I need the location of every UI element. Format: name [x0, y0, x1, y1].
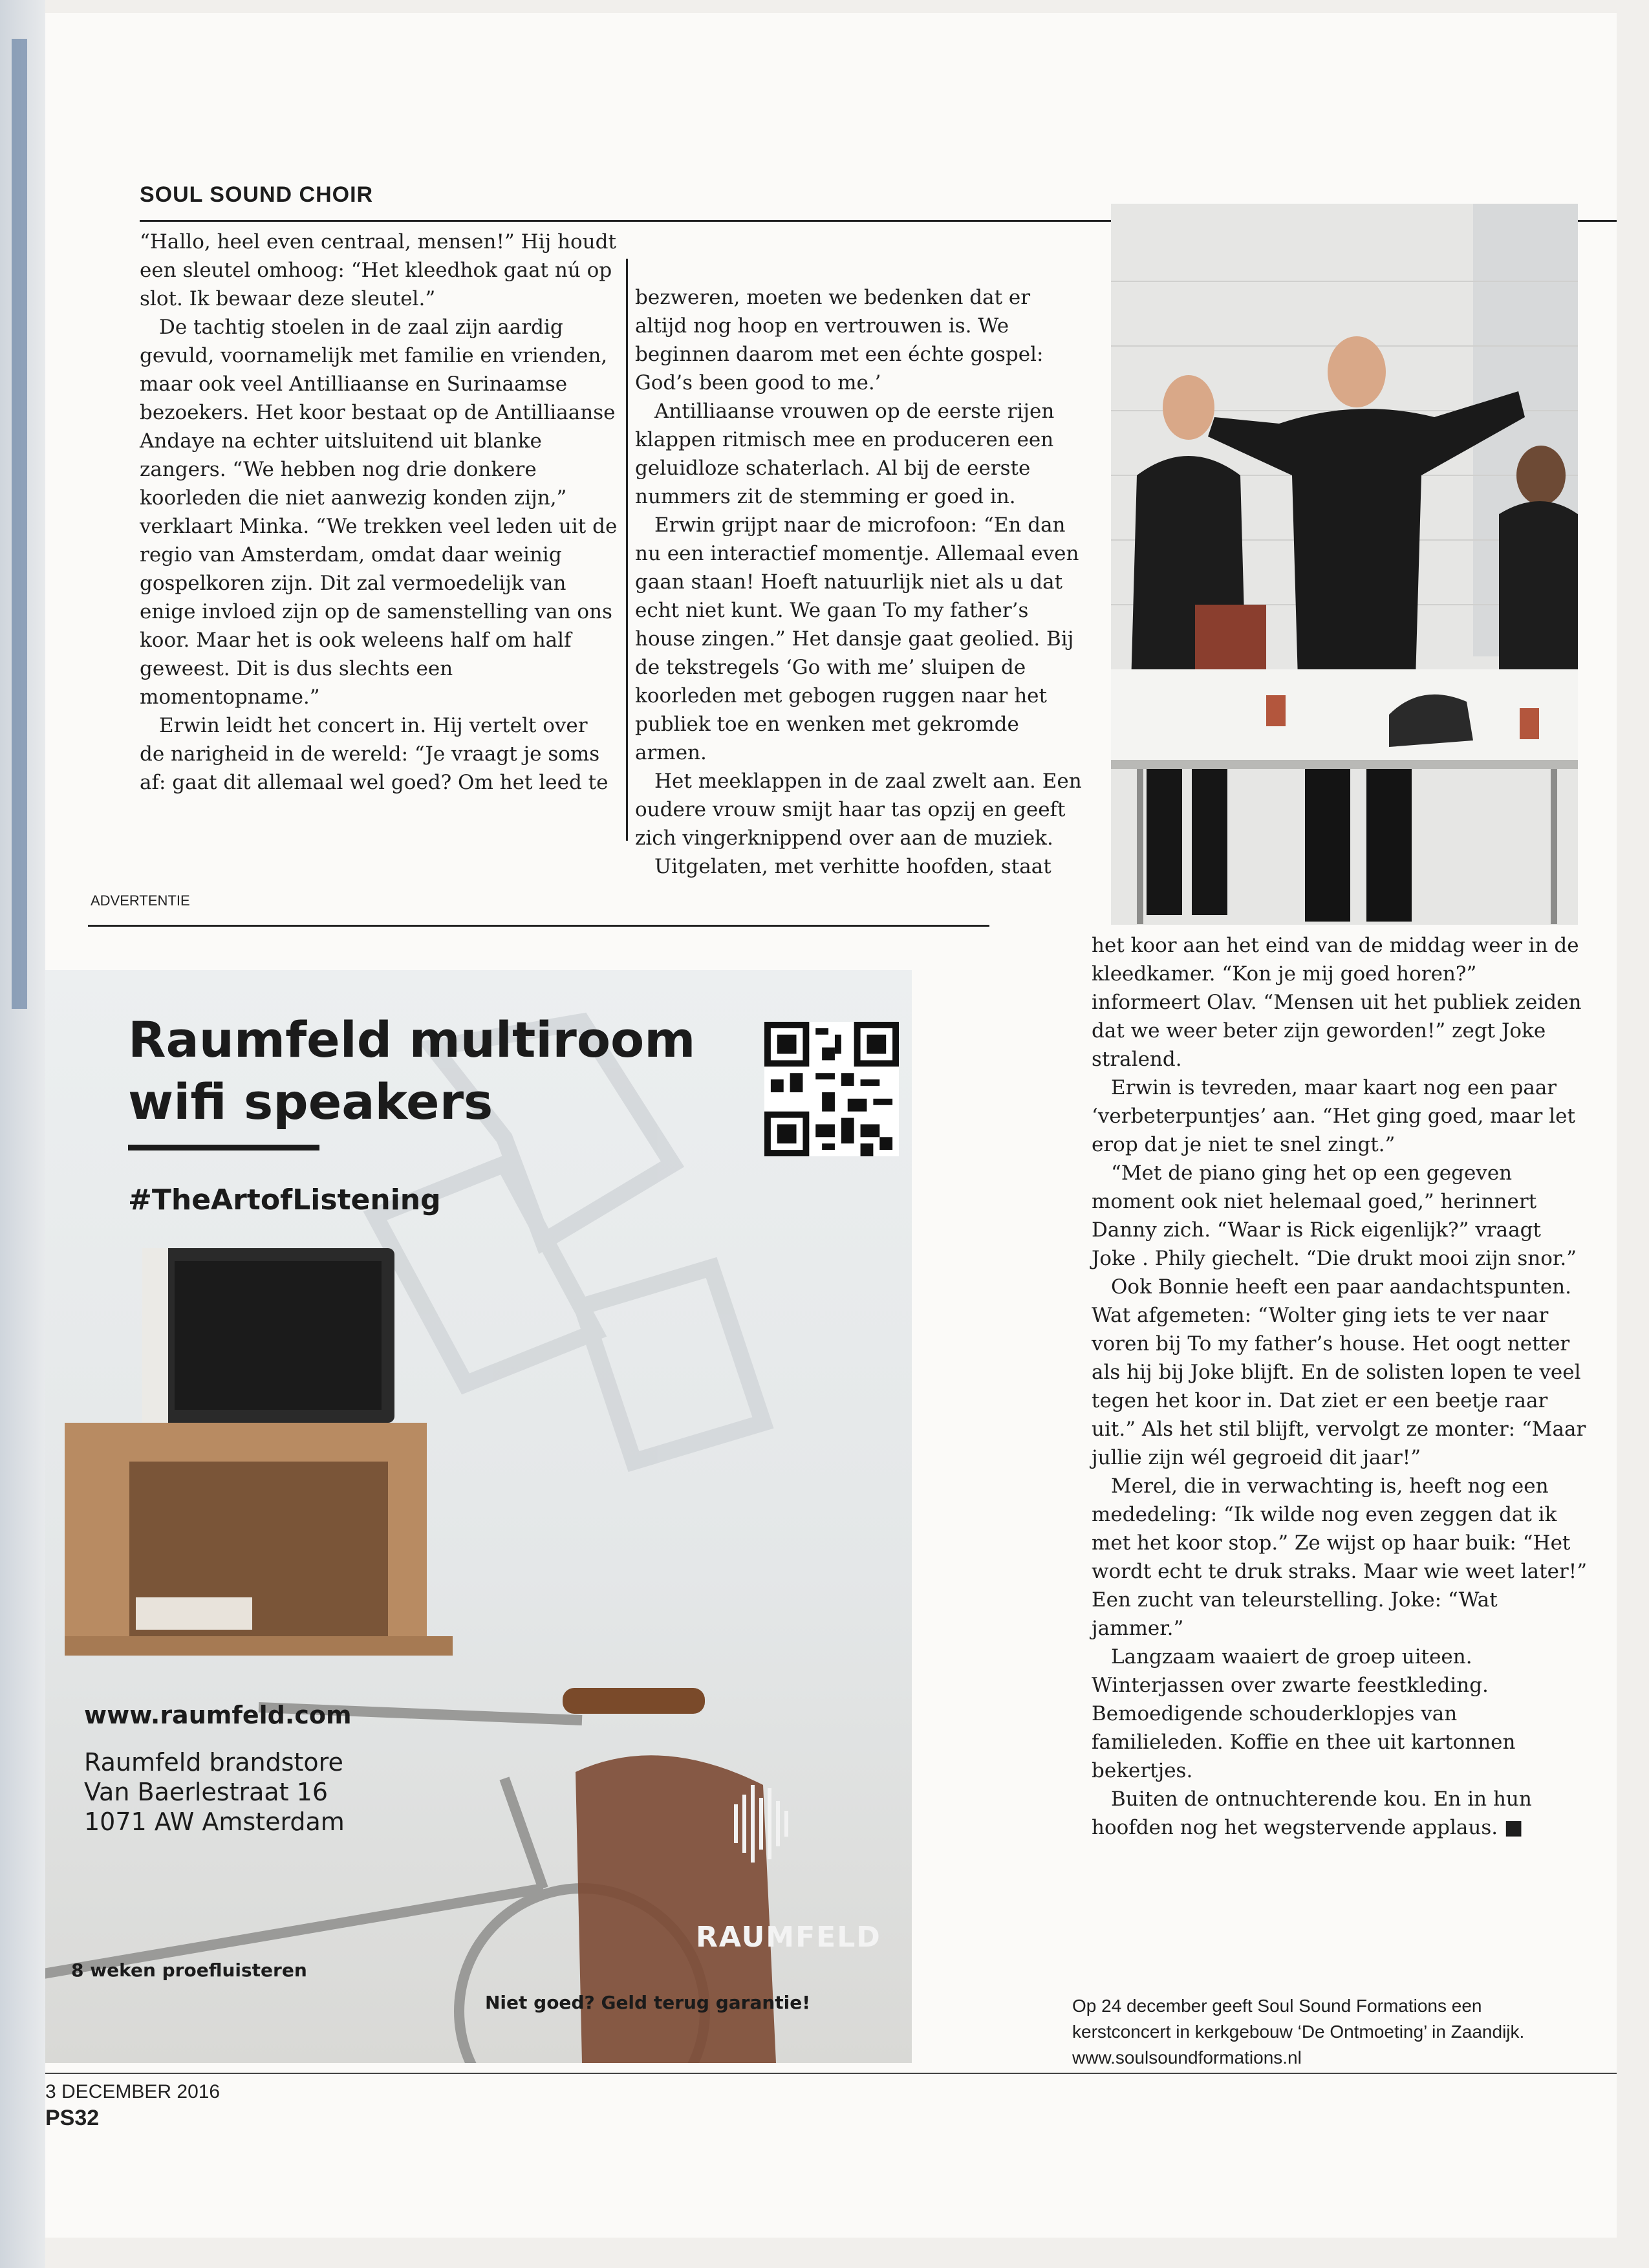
- paragraph: Uitgelaten, met verhitte hoofden, staat: [654, 855, 1051, 878]
- paragraph: Ook Bonnie heeft een paar aandachtspunten. Wat afgemeten: “Wolter ging iets te ver naar voren bij To my father’s house. Het oogt netter als hij bij Joke blijft. En de solisten lopen te veel tegen het koor in. Dat ziet er een beetje raar uit.” Als het stil blijft, vervolgt ze monter: “Maar jullie zijn wél gegroeid dit jaar!”: [1092, 1275, 1586, 1469]
- section-label: SOUL SOUND CHOIR: [140, 182, 374, 207]
- qr-code-graphic: [764, 1022, 899, 1156]
- qr-code-icon[interactable]: [764, 1022, 899, 1156]
- advert-website-link[interactable]: www.raumfeld.com: [84, 1701, 352, 1729]
- paragraph: het koor aan het eind van de middag weer in de kleedkamer. “Kon je mij goed horen?” informeert Olav. “Mensen uit het publiek zeiden dat we weer beter zijn geworden!” zegt Joke stralend.: [1092, 934, 1582, 1071]
- advert-hashtag: #TheArtofListening: [128, 1183, 441, 1216]
- paragraph: “Hallo, heel even centraal, mensen!” Hij houdt een sleutel omhoog: “Het kleedhok gaat nú op slot. Ik bewaar deze sleutel.”: [140, 230, 616, 310]
- advert-headline-line: wifi speakers: [128, 1073, 493, 1130]
- address-line: 1071 AW Amsterdam: [84, 1808, 345, 1836]
- address-line: Raumfeld brandstore: [84, 1748, 343, 1777]
- paragraph: Erwin grijpt naar de microfoon: “En dan nu een interactief momentje. Allemaal even gaan staan! Hoeft natuurlijk niet als u dat echt niet kunt. We gaan To my father’s house zingen.” Het dansje gaat geolied. Bij de tekstregels ‘Go with me’ sluipen de koorleden met gebogen ruggen naar het publiek toe en wenken met gekromde armen.: [635, 513, 1079, 764]
- raumfeld-logo: RAUMFELD: [696, 1921, 881, 1954]
- paragraph: Erwin is tevreden, maar kaart nog een paar ‘verbeterpuntjes’ aan. “Het ging goed, maar let erop dat je niet te snel zingt.”: [1092, 1076, 1575, 1156]
- footer-rule: [45, 2073, 1617, 2074]
- advert-label: ADVERTENTIE: [91, 892, 190, 909]
- advert-headline-line: Raumfeld multiroom: [128, 1011, 696, 1068]
- article-column-1: [140, 228, 618, 797]
- magazine-page: [45, 13, 1617, 2238]
- concert-footnote: Op 24 december geeft Soul Sound Formations een kerstconcert in kerkgebouw ‘De Ontmoeting’ in Zaandijk. www.soulsoundformations.nl: [1072, 1996, 1525, 2068]
- advert-rule: [88, 925, 989, 927]
- magazine-spine: [0, 0, 45, 2268]
- paragraph: “Met de piano ging het op een gegeven moment ook niet helemaal goed,” herinnert Danny zich. “Waar is Rick eigenlijk?” vraagt Joke . Phily giechelt. “Die drukt mooi zijn snor.”: [1092, 1161, 1577, 1270]
- address-line: Van Baerlestraat 16: [84, 1778, 329, 1806]
- page-number: PS32: [45, 2106, 100, 2130]
- paragraph: Antilliaanse vrouwen op de eerste rijen klappen ritmisch mee en produceren een geluidloze schaterlach. Al bij de eerste nummers zit de stemming er goed in.: [635, 400, 1055, 508]
- paragraph: Het meeklappen in de zaal zwelt aan. Een oudere vrouw smijt haar tas opzij en geeft zich vingerknippend over aan de muziek.: [635, 770, 1082, 850]
- article-column-2: [635, 283, 1088, 881]
- paragraph: Buiten de ontnuchterende kou. En in hun hoofden nog het wegstervende applaus. ■: [1092, 1787, 1532, 1839]
- paragraph: bezweren, moeten we bedenken dat er altijd nog hoop en vertrouwen is. We beginnen daarom met een échte gospel: God’s been good to me.’: [635, 286, 1044, 394]
- column-divider: [626, 259, 628, 841]
- paragraph: Merel, die in verwachting is, heeft nog een mededeling: “Ik wilde nog even zeggen dat ik met het koor stop.” Ze wijst op haar buik: “Het wordt echt te druk straks. Maar wie weet later!” Een zucht van teleurstelling. Joke: “Wat jammer.”: [1092, 1474, 1588, 1640]
- advert-title-bar: [128, 1145, 319, 1150]
- paragraph: De tachtig stoelen in de zaal zijn aardig gevuld, voornamelijk met familie en vrienden, maar ook veel Antilliaanse en Surinaamse bezoekers. Het koor bestaat op de Antilliaanse Andaye na echter uitsluitend uit blanke zangers. “We hebben nog drie donkere koorleden die niet aanwezig konden zijn,” verklaart Minka. “We trekken veel leden uit de regio van Amsterdam, omdat daar weinig gospelkoren zijn. Dit zal vermoedelijk van enige invloed zijn op de samenstelling van ons koor. Maar het is ook weleens half om half geweest. Dit is dus slechts een momentopname.”: [140, 316, 618, 709]
- choir-photo-illustration: [1111, 204, 1578, 925]
- paragraph: Erwin leidt het concert in. Hij vertelt over de narigheid in de wereld: “Je vraagt je soms af: gaat dit allemaal wel goed? Om het leed te: [140, 714, 609, 794]
- advert-headline: [128, 1009, 775, 1133]
- paragraph: Langzaam waaiert de groep uiteen. Winterjassen over zwarte feestkleding. Bemoedigende schouderklopjes van familieleden. Koffie en thee uit kartonnen bekertjes.: [1092, 1645, 1516, 1782]
- article-column-3: [1092, 931, 1590, 1842]
- advert-trial-text: 8 weken proefluisteren: [71, 1960, 307, 1981]
- issue-date: 3 DECEMBER 2016: [45, 2081, 221, 2102]
- advert-guarantee-text: Niet goed? Geld terug garantie!: [485, 1992, 811, 2013]
- choir-photo: [1111, 204, 1578, 925]
- advert-address: [84, 1747, 345, 1837]
